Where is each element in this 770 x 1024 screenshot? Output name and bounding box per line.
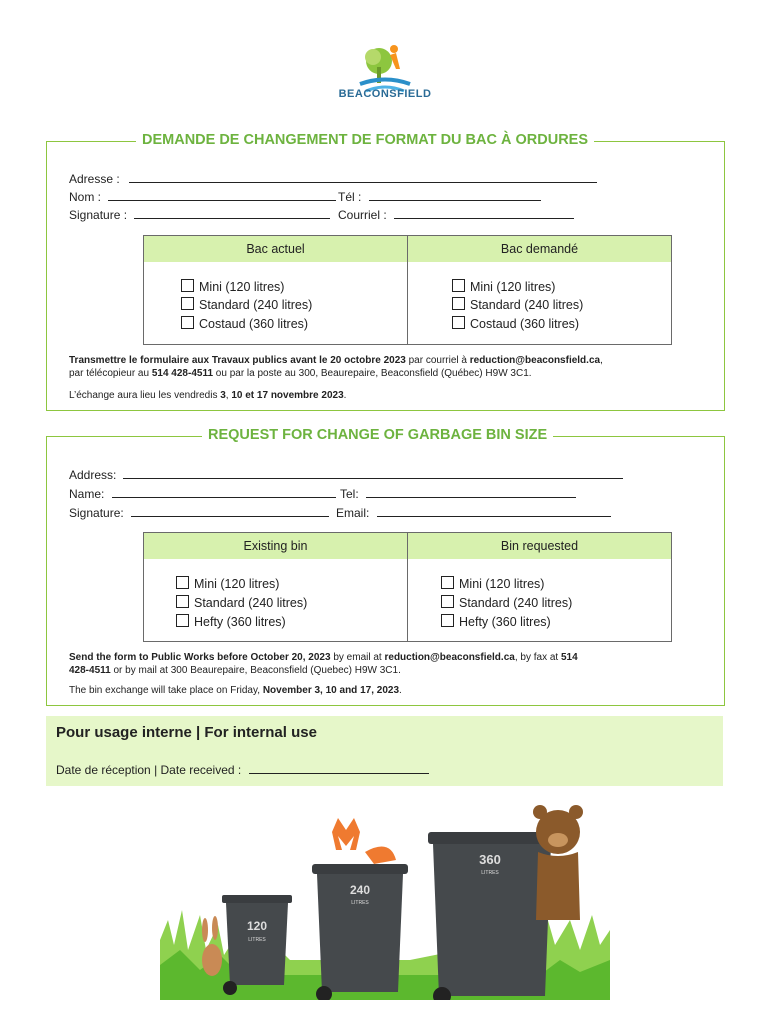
fr-address-label: Adresse : (69, 172, 120, 186)
fr-requested-standard[interactable] (452, 297, 583, 312)
en-note-text: . (399, 685, 402, 696)
fr-note-text: , (600, 355, 603, 366)
fr-current-standard[interactable] (181, 297, 312, 312)
option-label: Mini (120 litres) (194, 577, 280, 591)
option-label: Standard (240 litres) (459, 596, 573, 610)
fr-note-date: 10 et 17 novembre 2023 (231, 390, 344, 401)
option-label: Mini (120 litres) (199, 280, 285, 294)
en-requested-hefty[interactable] (441, 614, 551, 629)
checkbox[interactable] (181, 316, 194, 329)
en-requested-mini[interactable] (441, 576, 544, 591)
fr-name-field[interactable] (108, 189, 336, 201)
garbage-bins-illustration (160, 800, 610, 1000)
fr-table-divider (407, 236, 408, 344)
en-note-text: , by fax at (514, 652, 561, 663)
en-signature-field[interactable] (131, 505, 329, 517)
en-tel-label: Tel: (340, 487, 359, 501)
bin-120-unit: LITRES (248, 937, 266, 943)
fr-signature-field[interactable] (134, 207, 330, 219)
en-note-date: November 3, 10 and 17, 2023 (262, 685, 399, 696)
fox-icon (332, 818, 396, 864)
option-label: Mini (120 litres) (470, 280, 556, 294)
en-current-mini[interactable] (176, 576, 279, 591)
en-fax-number-part1: 514 (560, 652, 578, 663)
fr-note-text: . (343, 390, 347, 401)
checkbox[interactable] (441, 595, 454, 608)
fr-note-date: 3 (220, 390, 226, 401)
checkbox[interactable] (452, 316, 465, 329)
date-received-field[interactable] (249, 762, 429, 774)
en-address-row (69, 467, 623, 482)
option-label: Standard (240 litres) (470, 298, 584, 312)
date-received-row (56, 762, 429, 777)
fr-col-current-header: Bac actuel (144, 236, 407, 262)
fr-address-row (69, 171, 597, 186)
en-signature-label: Signature: (69, 506, 124, 520)
en-bin-table (143, 532, 672, 642)
fr-bin-table (143, 235, 672, 345)
fr-note-text: par courriel à (405, 355, 470, 366)
en-name-row (69, 486, 336, 501)
fr-note-1 (69, 354, 719, 380)
internal-use-box (46, 716, 723, 786)
date-received-label: Date de réception | Date received : (56, 763, 242, 777)
en-note-deadline: Send the form to Public Works before October 20, 2023 (69, 652, 331, 663)
fr-email-link[interactable]: reduction@beaconsfield.ca (469, 355, 601, 366)
checkbox[interactable] (176, 614, 189, 627)
bin-120-size: 120 (246, 919, 268, 933)
en-email-row (336, 505, 611, 520)
bin-120-icon (222, 895, 292, 995)
bear-icon (533, 805, 583, 920)
fr-fax-number: 514 428-4511 (151, 368, 214, 379)
english-form-title: REQUEST FOR CHANGE OF GARBAGE BIN SIZE (202, 427, 553, 443)
fr-note-text: L’échange aura lieu les vendredis (69, 390, 221, 401)
checkbox[interactable] (441, 614, 454, 627)
fr-email-field[interactable] (394, 207, 574, 219)
option-label: Costaud (360 litres) (199, 317, 309, 331)
fr-note-text: , (225, 390, 232, 401)
fr-current-large[interactable] (181, 316, 308, 331)
en-current-standard[interactable] (176, 595, 307, 610)
bin-240-icon (312, 864, 408, 1000)
en-name-field[interactable] (112, 486, 336, 498)
bin-360-unit: LITRES (481, 870, 499, 876)
checkbox[interactable] (176, 595, 189, 608)
bin-240-size: 240 (349, 883, 371, 897)
fr-email-row (338, 207, 574, 222)
fr-address-field[interactable] (129, 171, 597, 183)
fr-note-2 (69, 389, 719, 402)
option-label: Standard (240 litres) (199, 298, 313, 312)
option-label: Hefty (360 litres) (194, 615, 286, 629)
checkbox[interactable] (176, 576, 189, 589)
bin-360-size: 360 (479, 852, 501, 867)
en-requested-standard[interactable] (441, 595, 572, 610)
checkbox[interactable] (181, 297, 194, 310)
french-form-title: DEMANDE DE CHANGEMENT DE FORMAT DU BAC À ORDURES (136, 132, 594, 148)
en-note-2 (69, 684, 689, 697)
fr-note-text: par télécopieur au (69, 368, 152, 379)
option-label: Standard (240 litres) (194, 596, 308, 610)
checkbox[interactable] (452, 279, 465, 292)
checkbox[interactable] (452, 297, 465, 310)
en-email-label: Email: (336, 506, 370, 520)
fr-signature-label: Signature : (69, 208, 128, 222)
en-note-text: by email at (330, 652, 385, 663)
en-note-text: or by mail at 300 Beaurepaire, Beaconsfield (Quebec) H9W 3C1. (110, 665, 401, 676)
fr-tel-label: Tél : (338, 190, 362, 204)
fr-tel-row (338, 189, 541, 204)
fr-col-requested-header: Bac demandé (408, 236, 671, 262)
en-email-link[interactable]: reduction@beaconsfield.ca (384, 652, 515, 663)
fr-current-mini[interactable] (181, 279, 284, 294)
en-fax-number-part2: 428-4511 (69, 665, 111, 676)
en-col-requested-header: Bin requested (408, 533, 671, 559)
checkbox[interactable] (441, 576, 454, 589)
en-name-label: Name: (69, 487, 105, 501)
en-address-label: Address: (69, 468, 117, 482)
fr-note-deadline: Transmettre le formulaire aux Travaux publics avant le 20 octobre 2023 (69, 355, 406, 366)
logo-text: BEACONSFIELD (338, 88, 432, 100)
en-note-text: The bin exchange will take place on Friday, (69, 685, 263, 696)
en-col-current-header: Existing bin (144, 533, 407, 559)
en-note-1 (69, 651, 669, 677)
bin-240-unit: LITRES (351, 900, 369, 906)
fr-email-label: Courriel : (338, 208, 387, 222)
fr-note-text: ou par la poste au 300, Beaurepaire, Beaconsfield (Québec) H9W 3C1. (213, 368, 532, 379)
checkbox[interactable] (181, 279, 194, 292)
en-address-field[interactable] (123, 467, 623, 479)
option-label: Mini (120 litres) (459, 577, 545, 591)
en-tel-field[interactable] (366, 486, 576, 498)
option-label: Hefty (360 litres) (459, 615, 551, 629)
fr-signature-row (69, 207, 330, 222)
internal-use-title: Pour usage interne | For internal use (56, 724, 317, 741)
fr-name-label: Nom : (69, 190, 102, 204)
en-tel-row (340, 486, 576, 501)
option-label: Costaud (360 litres) (470, 317, 580, 331)
en-table-divider (407, 533, 408, 641)
fr-name-row (69, 189, 336, 204)
fr-requested-mini[interactable] (452, 279, 555, 294)
en-current-hefty[interactable] (176, 614, 286, 629)
fr-tel-field[interactable] (369, 189, 541, 201)
en-signature-row (69, 505, 329, 520)
en-email-field[interactable] (377, 505, 611, 517)
fr-requested-large[interactable] (452, 316, 579, 331)
